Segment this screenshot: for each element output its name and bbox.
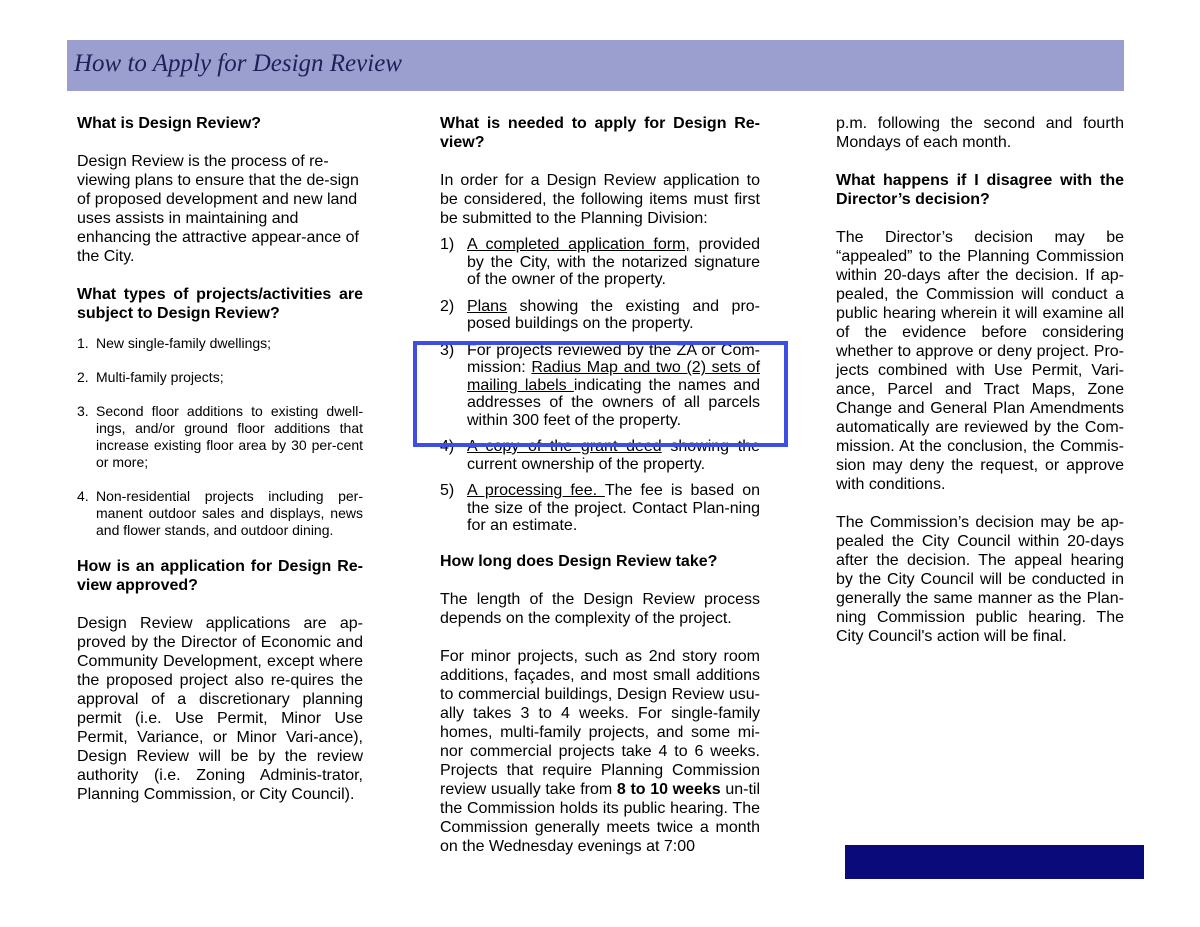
heading-approval: How is an application for Design Re-view approved? (77, 558, 363, 594)
list-item: 1) A completed application form, provided by the City, with the notarized signature of the owner of the property. (440, 236, 760, 288)
heading-what-needed: What is needed to apply for Design Re-view? (440, 115, 760, 151)
column-1 (77, 114, 363, 804)
list-item: 3. Second floor additions to existing dwell-ings, and/or ground floor additions that increase existing floor area by 30 per-cent or more; (77, 403, 363, 470)
page-title: How to Apply for Design Review (74, 50, 402, 77)
paragraph-timeline: For minor projects, such as 2nd story room additions, façades, and most small additions to commercial buildings, Design Review usu-ally takes 3 to 4 weeks. For single-family homes, multi-family projects, and some mi-nor commercial projects take 4 to 6 weeks. Projects that require Planning Commission review usually take from 8 to 10 weeks un-til the Commission holds its public hearing. The Commission generally meets twice a month on the Wednesday evenings at 7:00 (440, 647, 761, 855)
list-item: 4) A copy of the grant deed showing the current ownership of the property. (440, 438, 760, 473)
list-item: 5) A processing fee. The fee is based on the size of the project. Contact Plan-ning for an estimate. (440, 482, 760, 534)
paragraph-appeal-council: The Commission’s decision may be ap-pealed the City Council within 20-days after the decision. The appeal hearing by the City Council will be conducted in generally the same manner as the Plan-ning Commission public hearing. The City Council's action will be final. (836, 514, 1124, 645)
list-item: 3) For projects reviewed by the ZA or Com-mission: Radius Map and two (2) sets of mailing labels indicating the names and addresses of the owners of all parcels within 300 feet of the property. (440, 341, 761, 429)
highlight-box (413, 341, 788, 447)
paragraph-length: The length of the Design Review process depends on the complexity of the project. (440, 590, 760, 627)
paragraph-intro: In order for a Design Review application to be considered, the following items must first be submitted to the Planning Division: (440, 172, 760, 227)
paragraph-continued: p.m. following the second and fourth Mondays of each month. (836, 115, 1124, 151)
paragraph-appeal-director: The Director’s decision may be “appealed” to the Planning Commission within 20-days after the decision. If ap-pealed, the Commission will conduct a public hearing wherein it will examine all of the evidence before considering whether to approve or deny project. Pro-jects combined with Use Permit, Vari-ance, Parcel and Tract Maps, Zone Change and General Plan Amendments automatically are reviewed by the Com-mission. At the conclusion, the Commis-sion may deny the request, or approve with conditions. (836, 229, 1124, 493)
paragraph-what-is: Design Review is the process of re-viewing plans to ensure that the de-sign of proposed development and new land uses assists in maintaining and enhancing the attractive appear-ance of the City. (77, 153, 359, 265)
list-item: 4. Non-residential projects including per-manent outdoor sales and displays, news and flower stands, and outdoor dining. (77, 488, 363, 538)
column-3 (836, 114, 1124, 646)
header-banner (67, 40, 1124, 91)
paragraph-approval: Design Review applications are ap-proved by the Director of Economic and Community Development, except where the proposed project also re-quires the approval of a discretionary planning permit (i.e. Use Permit, Minor Use Permit, Variance, or Minor Vari-ance), Design Review will be by the review authority (i.e. Zoning Adminis-trator, Planning Commission, or City Council). (77, 615, 363, 803)
project-types-list (77, 335, 363, 539)
heading-what-is: What is Design Review? (77, 115, 262, 132)
list-item: 1. New single-family dwellings; (77, 335, 272, 351)
footer-bar (845, 845, 1144, 879)
heading-project-types: What types of projects/activities are subject to Design Review? (77, 286, 363, 322)
heading-how-long: How long does Design Review take? (440, 552, 718, 570)
list-item: 2. Multi-family projects; (77, 369, 224, 385)
heading-disagree: What happens if I disagree with the Director’s decision? (836, 172, 1124, 208)
column-2 (440, 114, 760, 856)
list-item: 2) Plans showing the existing and pro-posed buildings on the property. (440, 297, 760, 332)
